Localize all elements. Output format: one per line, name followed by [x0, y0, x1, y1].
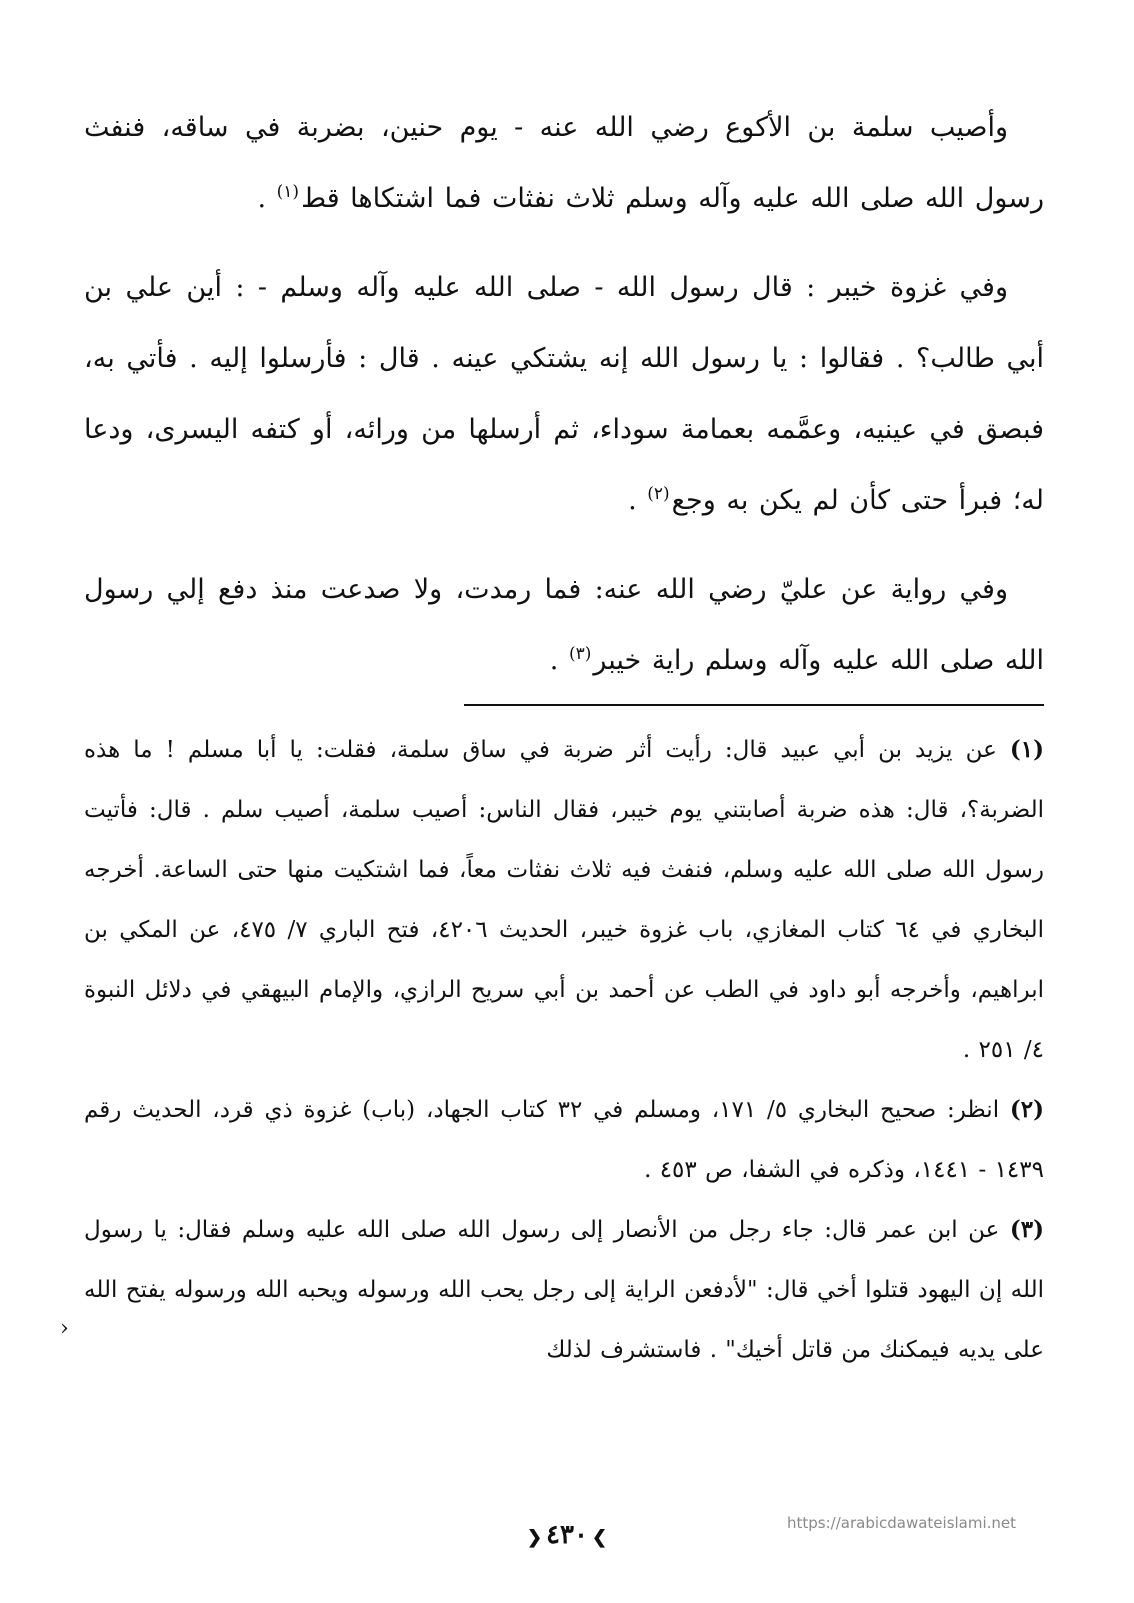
footnotes: [84, 720, 1044, 1380]
footnote-ref-1[interactable]: (١): [276, 182, 300, 202]
footnote-separator: [464, 704, 1044, 706]
page-number-value: ٤٣٠: [546, 1520, 588, 1550]
footnote-number: (٣): [1009, 1216, 1044, 1243]
footnote-ref-3[interactable]: (٣): [568, 644, 592, 664]
watermark-url: https://arabicdawateislami.net: [787, 1514, 1017, 1532]
continuation-mark: ›: [60, 1316, 69, 1341]
footnote-1: (١) عن يزيد بن أبي عبيد قال: رأيت أثر ضربة في ساق سلمة، فقلت: يا أبا مسلم ! ما هذه الضربة؟، قال: هذه ضربة أصابتني يوم خيبر، فقال الناس: أصيب سلمة، أصيب سلم . قال: فأتيت رسول الله صلى الله عليه وسلم، فنفث فيه ثلاث نفثات معاً، فما اشتكيت منها حتى الساعة. أخرجه البخاري في ٦٤ كتاب المغازي، باب غزوة خيبر، الحديث ٤٢٠٦، فتح الباري ٧/ ٤٧٥، عن المكي بن ابراهيم، وأخرجه أبو داود في الطب عن أحمد بن أبي سريح الرازي، والإمام البيهقي في دلائل النبوة ٤/ ٢٥١ .: [84, 736, 1045, 1063]
paragraph-3: وفي رواية عن عليّ رضي الله عنه: فما رمدت، ولا صدعت منذ دفع إلي رسول الله صلى الله عليه وآله وسلم راية خيبر$^{(٣)}$ .: [84, 574, 1044, 676]
paragraph-1: وأصيب سلمة بن الأكوع رضي الله عنه - يوم حنين، بضربة في ساقه، فنفث رسول الله صلى الله عليه وآله وسلم ثلاث نفثات فما اشتكاها قط$^{(١)}$ .: [84, 112, 1044, 214]
footnote-2: (٢) انظر: صحيح البخاري ٥/ ١٧١، ومسلم في ٣٢ كتاب الجهاد، (باب) غزوة ذي قرد، الحديث رقم ١٤٣٩ - ١٤٤١، وذكره في الشفا، ص ٤٥٣ .: [84, 1096, 1045, 1183]
ornament-right-icon: ❯: [591, 1527, 608, 1548]
main-text: [84, 92, 1044, 696]
footnote-number: (٢): [1009, 1096, 1045, 1123]
ornament-left-icon: ❮: [526, 1527, 543, 1548]
footnote-3: (٣) عن ابن عمر قال: جاء رجل من الأنصار إلى رسول الله صلى الله عليه وسلم فقال: يا رسول الله إن اليهود قتلوا أخي قال: "لأدفعن الراية إلى رجل يحب الله ورسوله ويحبه الله ورسوله يفتح الله على يديه فيمكنك من قاتل أخيك" . فاستشرف لذلك: [84, 1216, 1044, 1363]
footnote-number: (١): [1009, 736, 1044, 763]
footnote-ref-2[interactable]: (٢): [647, 484, 670, 504]
paragraph-2: وفي غزوة خيبر : قال رسول الله - صلى الله عليه وآله وسلم - : أين علي بن أبي طالب؟ . فقالوا : يا رسول الله إنه يشتكي عينه . قال : فأرسلوا إليه . فأتي به، فبصق في عينيه، وعمَّمه بعمامة سوداء، ثم أرسلها من ورائه، أو كتفه اليسرى، ودعا له؛ فبرأ حتى كأن لم يكن به وجع$^{(٢)}$ .: [84, 272, 1044, 516]
